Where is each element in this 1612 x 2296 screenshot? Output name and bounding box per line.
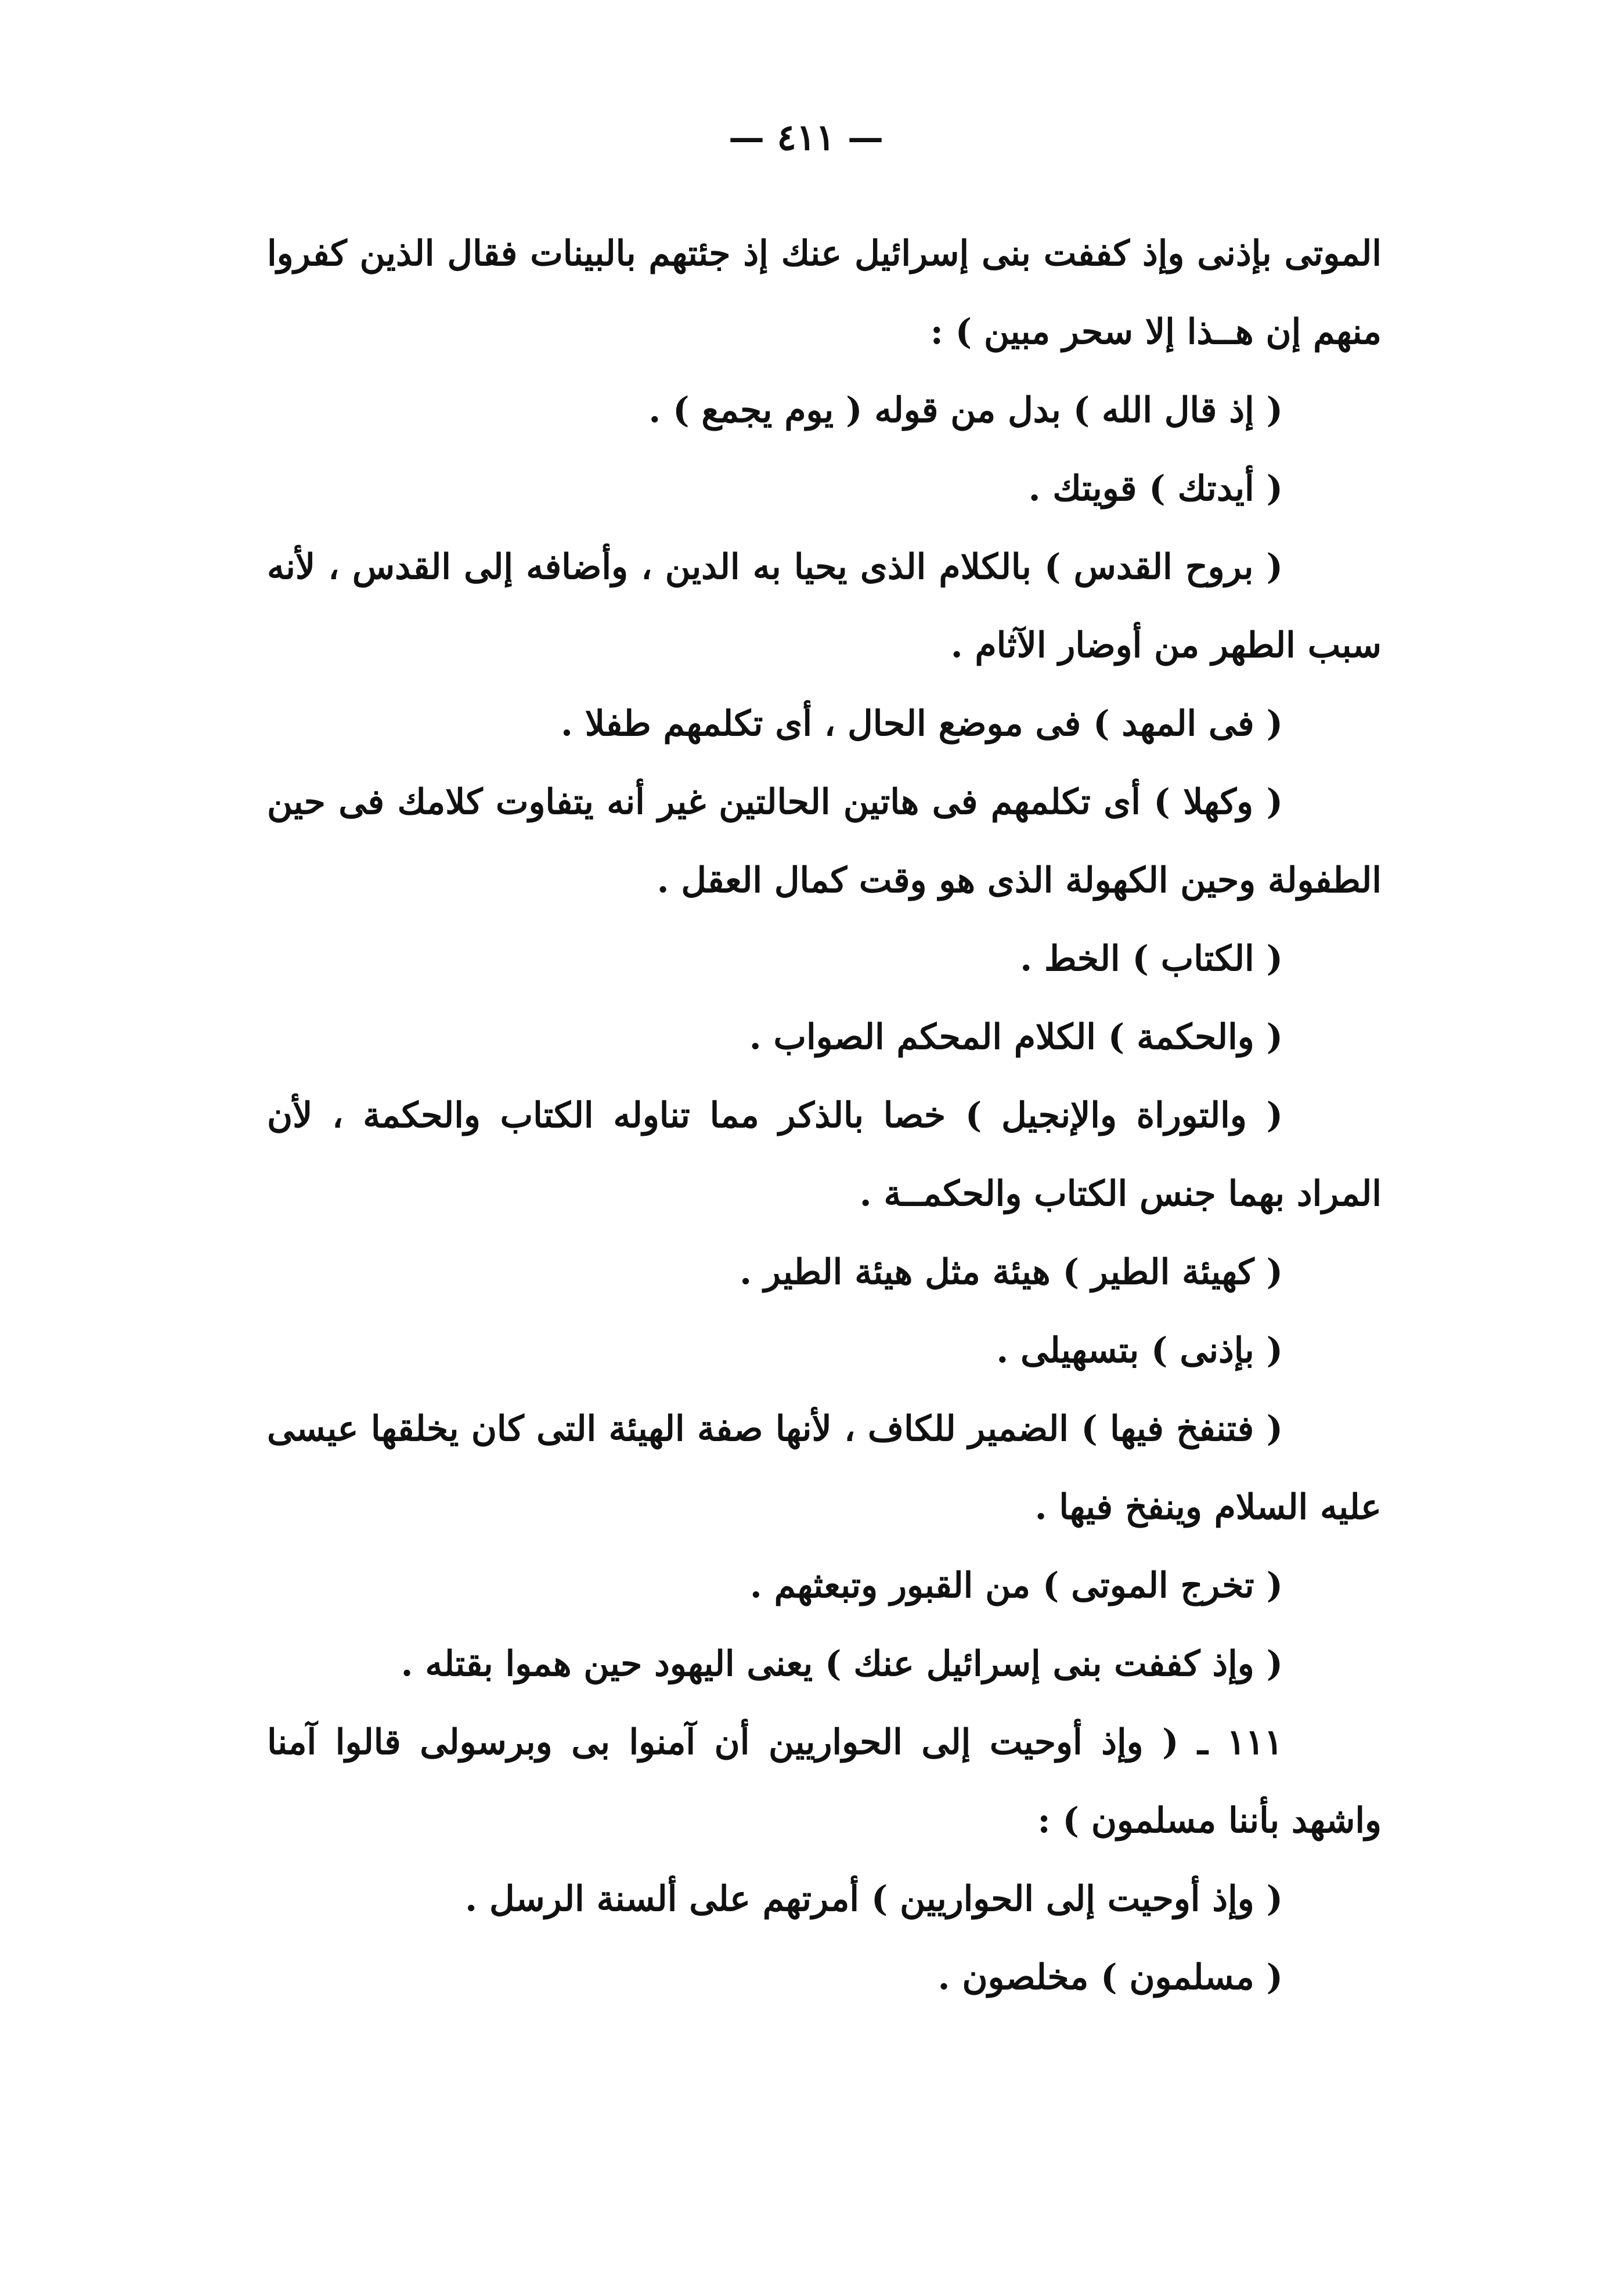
page-number: — ٤١١ — bbox=[728, 116, 884, 158]
verse-continuation: الموتى بإذنى وإذ كففت بنى إسرائيل عنك إذ جئتهم بالبينات فقال الذين كفروا منهم إن هــذا إلا سحر مبين ) : bbox=[267, 233, 1382, 352]
gloss-line: ( بإذنى ) بتسهيلى . bbox=[996, 1330, 1283, 1371]
gloss-line: ( وإذ كففت بنى إسرائيل عنك ) يعنى اليهود حين هموا بقتله . bbox=[401, 1644, 1283, 1684]
gloss-line: ( فى المهد ) فى موضع الحال ، أى تكلمهم طفلا . bbox=[560, 703, 1283, 744]
gloss-line: ( وإذ أوحيت إلى الحواريين ) أمرتهم على ألسنة الرسل . bbox=[465, 1879, 1283, 1919]
gloss-paragraph: ( فتنفخ فيها ) الضمير للكاف ، لأنها صفة الهيئة التى كان يخلقها عيسى عليه السلام وينفخ فيها . bbox=[267, 1409, 1382, 1528]
gloss-paragraph: ( والتوراة والإنجيل ) خصا بالذكر مما تناوله الكتاب والحكمة ، لأن المراد بهما جنس الكتاب والحكمــة . bbox=[267, 1095, 1382, 1214]
gloss-paragraph: ( وكهلا ) أى تكلمهم فى هاتين الحالتين غير أنه يتفاوت كلامك فى حين الطفولة وحين الكهولة الذى هو وقت كمال العقل . bbox=[267, 782, 1382, 901]
gloss-line: ( تخرج الموتى ) من القبور وتبعثهم . bbox=[749, 1565, 1283, 1606]
gloss-line: ( كهيئة الطير ) هيئة مثل هيئة الطير . bbox=[740, 1252, 1283, 1293]
gloss-line: ( مسلمون ) مخلصون . bbox=[937, 1957, 1283, 1998]
page-text bbox=[267, 215, 1382, 2017]
gloss-paragraph: ( بروح القدس ) بالكلام الذى يحيا به الدين ، وأضافه إلى القدس ، لأنه سبب الطهر من أوضار الآثام . bbox=[267, 547, 1382, 666]
verse-111: ١١١ ـ ( وإذ أوحيت إلى الحواريين أن آمنوا بى وبرسولى قالوا آمنا واشهد بأننا مسلمون ) : bbox=[267, 1722, 1382, 1841]
gloss-line: ( الكتاب ) الخط . bbox=[1020, 938, 1283, 979]
gloss-line: ( إذ قال الله ) بدل من قوله ( يوم يجمع ) . bbox=[648, 390, 1283, 431]
gloss-line: ( أيدتك ) قويتك . bbox=[1028, 468, 1283, 509]
gloss-line: ( والحكمة ) الكلام المحكم الصواب . bbox=[749, 1017, 1283, 1057]
